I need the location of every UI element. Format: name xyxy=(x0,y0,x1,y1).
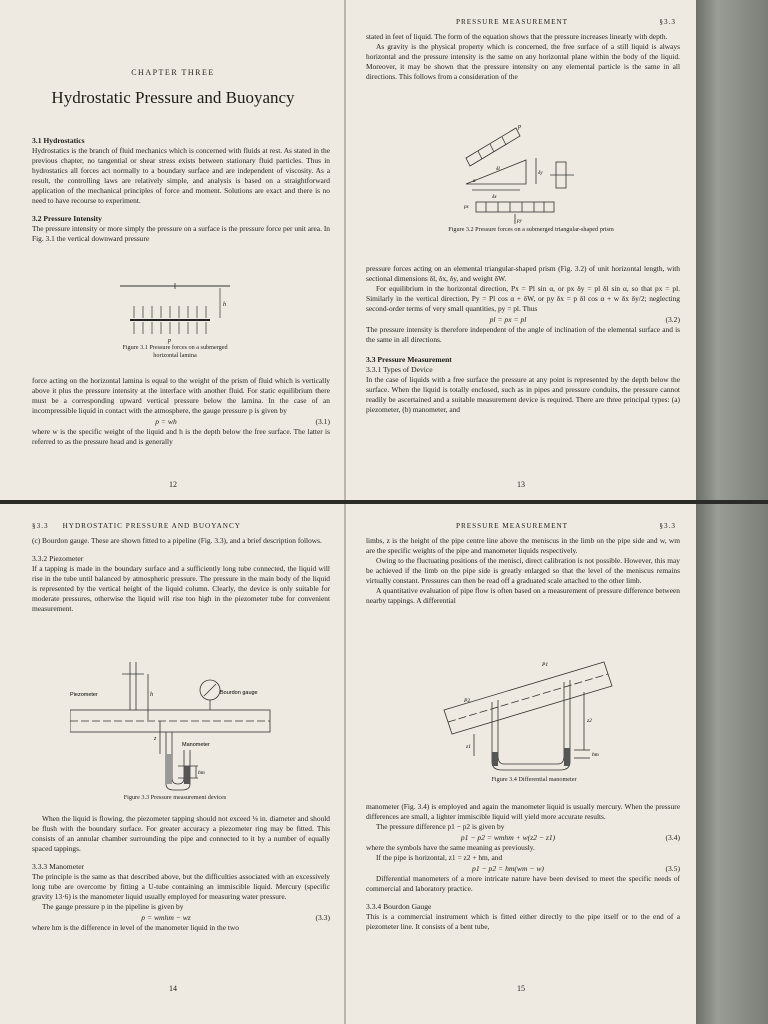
paragraph: where hm is the difference in level of the manometer liquid in the two xyxy=(32,923,239,932)
svg-text:δx: δx xyxy=(492,195,497,200)
svg-text:hm: hm xyxy=(592,752,599,758)
figure-3-2 xyxy=(446,118,616,234)
paragraph: Owing to the fluctuating positions of the menisci, direct calibration is not possible. However, this may be achieved if the limb on the pipe side is greatly enlarged so that the level of the meniscus remains virtually constant. Pressures can then be read off a graduated scale attached to the other limb. xyxy=(366,556,680,585)
figure-caption: Figure 3.1 Pressure forces on a submerged horizontal lamina xyxy=(122,344,228,359)
svg-text:δl: δl xyxy=(496,167,500,172)
pressure-devices-diagram xyxy=(70,654,280,794)
svg-text:δy: δy xyxy=(538,171,543,176)
book-edge xyxy=(696,0,768,500)
equation-3-4 xyxy=(366,832,680,843)
paragraph: The gauge pressure p in the pipeline is given by xyxy=(42,902,184,911)
svg-text:Manometer: Manometer xyxy=(182,742,210,748)
svg-text:P1: P1 xyxy=(542,662,549,668)
figure-3-1 xyxy=(110,282,260,360)
paragraph: manometer (Fig. 3.4) is employed and again the manometer liquid is usually mercury. When the pressure differences are small, a lighter immiscible liquid will yield more accurate results. xyxy=(366,802,680,821)
bottom-spread xyxy=(0,504,768,1024)
chapter-title: Hydrostatic Pressure and Buoyancy xyxy=(51,88,295,107)
equation-number: (3.3) xyxy=(315,913,330,922)
subsection-heading: 3.3.4 Bourdon Gauge xyxy=(366,902,432,911)
section-3-1 xyxy=(32,136,330,244)
running-head xyxy=(32,522,272,530)
svg-text:hm: hm xyxy=(198,770,205,776)
paragraph: When the liquid is flowing, the piezometer tapping should not exceed ⅛ in. diameter and should be flush with the boundary surface. For greater accuracy a piezometer ring may be fitted. This consists of an annular chamber surrounding the pipe and connected to it by a number of equally spaced tappings. xyxy=(32,814,330,853)
svg-text:z: z xyxy=(154,736,157,742)
figure-3-3 xyxy=(70,654,280,802)
figure-3-4 xyxy=(434,652,634,784)
paragraph: The pressure intensity is therefore independent of the angle of inclination of the elemental surface and is the same in all directions. xyxy=(366,325,680,344)
section-ref: §3.3 xyxy=(659,522,676,530)
subsection-heading: 3.3.1 Types of Device xyxy=(366,365,433,374)
paragraph: where the symbols have the same meaning as previously. xyxy=(366,843,535,852)
svg-text:z2: z2 xyxy=(587,718,592,724)
figure-caption: Figure 3.3 Pressure measurement devices xyxy=(123,794,227,801)
page-15 xyxy=(346,504,696,1024)
paragraph: As gravity is the physical property which is concerned, the free surface of a still liquid is always horizontal and the pressure intensity is the same on any horizontal plane within the body of the liquid. Moreover, it may be shown that the pressure intensity on any elemental particle is the same in all directions. This follows from a consideration of the xyxy=(366,42,680,81)
equation-3-5 xyxy=(366,863,680,874)
paragraph: limbs, z is the height of the pipe centre line above the meniscus in the limb on the pipe side and w, wm are the specific weights of the pipe and manometer liquids respectively. xyxy=(366,536,680,555)
running-head-title: HYDROSTATIC PRESSURE AND BUOYANCY xyxy=(62,522,241,530)
paragraph: If the pipe is horizontal, z1 = z2 + hm, and xyxy=(376,853,503,862)
figure-caption: Figure 3.2 Pressure forces on a submerged triangular-shaped prism xyxy=(448,226,614,233)
page-12 xyxy=(0,0,346,500)
paragraph: This is a commercial instrument which is fitted either directly to the pipe itself or to the end of a piezometer line. It consists of a bent tube, xyxy=(366,912,680,931)
equation: p1 − p2 = wmhm + w(z2 − z1) xyxy=(460,833,556,842)
svg-text:Bourdon gauge: Bourdon gauge xyxy=(220,690,258,696)
svg-text:px: px xyxy=(464,205,469,210)
page-number: 14 xyxy=(169,984,177,993)
svg-text:Piezometer: Piezometer xyxy=(70,692,98,698)
paragraph: The pressure intensity or more simply the pressure on a surface is the pressure force per unit area. In Fig. 3.1 the vertical downward pressure xyxy=(32,224,330,243)
svg-text:h: h xyxy=(150,692,153,698)
equation-number: (3.1) xyxy=(315,417,330,426)
body-top xyxy=(366,32,680,82)
body-continued xyxy=(32,376,330,447)
equation-3-3 xyxy=(32,912,330,923)
running-head xyxy=(456,18,676,26)
top-spread xyxy=(0,0,768,500)
body-bottom xyxy=(366,802,680,932)
body-top xyxy=(366,536,680,606)
svg-text:py: py xyxy=(517,219,522,224)
svg-text:p: p xyxy=(168,338,171,344)
equation-number: (3.2) xyxy=(665,315,680,324)
equation: p1 − p2 = hm(wm − w) xyxy=(472,864,544,873)
paragraph: (c) Bourdon gauge. These are shown fitted to a pipeline (Fig. 3.3), and a brief description follows. xyxy=(32,536,322,545)
paragraph: Hydrostatics is the branch of fluid mechanics which is concerned with fluids at rest. As stated in the previous chapter, no tangential or shear stress exists between stationary fluid particles. Thus in hydrostatics all forces act normally to a boundary surface and are independent of viscosity. As a result, the controlling laws are relatively simple, and analysis is based on a straightforward application of the mechanical principles of force and moment. Solutions are exact and there is no need to have recourse to experiment. xyxy=(32,146,330,205)
body-bottom xyxy=(32,814,330,933)
paragraph: The pressure difference p1 − p2 is given by xyxy=(376,822,505,831)
equation: p = wmhm − wz xyxy=(141,913,191,922)
paragraph: If a tapping is made in the boundary surface and a sufficiently long tube connected, the liquid will rise in the tube until balanced by atmospheric pressure. The pressure in the main body of the liquid is represented by the vertical height of the liquid column. Clearly, the device is only suitable for moderate pressures, otherwise the liquid will rise too high in the piezometer tube for convenient measurement. xyxy=(32,564,330,613)
svg-text:P2: P2 xyxy=(464,698,471,704)
paragraph: A quantitative evaluation of pipe flow is often based on a measurement of pressure difference between nearby tappings. A differential xyxy=(366,586,680,605)
paragraph: where w is the specific weight of the liquid and h is the depth below the free surface. The latter is referred to as the pressure head and is generally xyxy=(32,427,330,446)
book-edge xyxy=(696,504,768,1024)
subsection-heading: 3.3.2 Piezometer xyxy=(32,554,84,563)
paragraph: Differential manometers of a more intricate nature have been devised to meet the specific needs of commercial and laboratory practice. xyxy=(366,874,680,893)
page-number: 12 xyxy=(169,480,177,489)
section-heading: 3.3 Pressure Measurement xyxy=(366,355,452,364)
paragraph: stated in feet of liquid. The form of the equation shows that the pressure increases linearly with depth. xyxy=(366,32,668,41)
svg-text:h: h xyxy=(223,302,226,308)
lamina-diagram xyxy=(110,282,240,344)
section-ref: §3.3 xyxy=(659,18,676,26)
equation-3-1 xyxy=(32,416,330,427)
prism-diagram xyxy=(446,118,616,226)
page-number: 13 xyxy=(517,480,525,489)
equation: pl = px = pl xyxy=(489,315,527,324)
section-ref: §3.3 xyxy=(32,522,49,530)
paragraph: In the case of liquids with a free surface the pressure at any point is represented by the depth below the surface. When the liquid is totally enclosed, such as in pipes and pressure conduits, the pressure cannot readily be ascertained and a suitable measurement device is required. There are three principal types: (a) piezometer, (b) manometer, and xyxy=(366,375,680,414)
subsection-heading: 3.3.3 Manometer xyxy=(32,862,85,871)
page-13 xyxy=(346,0,696,500)
section-heading: 3.2 Pressure Intensity xyxy=(32,214,102,223)
body-top xyxy=(32,536,330,614)
paragraph: For equilibrium in the horizontal direction, Px = Pl sin α, or px δy = pl δl sin α, so that px = pl. Similarly in the vertical direction, Py = Pl cos α + δW, or py δx = p δl cos α + w δx δy/2; neglecting second-order terms of very small quantities, py = pl. Thus xyxy=(366,284,680,313)
equation-3-2 xyxy=(366,314,680,325)
differential-manometer-diagram xyxy=(434,652,634,776)
running-head-title: PRESSURE MEASUREMENT xyxy=(456,522,569,530)
figure-caption: Figure 3.4 Differential manometer xyxy=(491,776,577,783)
equation: p = wh xyxy=(155,417,177,426)
paragraph: force acting on the horizontal lamina is equal to the weight of the prism of fluid which is vertically above it plus the pressure intensity at the interface with another fluid. For static equilibrium there must be a corresponding upward vertical pressure below the lamina. In the case of an incompressible liquid in contact with the atmosphere, the gauge pressure p is given by xyxy=(32,376,330,415)
svg-text:p: p xyxy=(518,124,521,130)
equation-number: (3.4) xyxy=(665,833,680,842)
paragraph: The principle is the same as that described above, but the difficulties associated with an excessively long tube are overcome by fitting a U-tube containing an immiscible liquid. Mercury (specific gravity 13·6) is the manometer liquid usually employed for measuring water pressure. xyxy=(32,872,330,901)
page-number: 15 xyxy=(517,984,525,993)
running-head-title: PRESSURE MEASUREMENT xyxy=(456,18,569,26)
chapter-label: CHAPTER THREE xyxy=(131,68,215,77)
svg-text:z1: z1 xyxy=(466,744,471,750)
body-bottom xyxy=(366,264,680,415)
section-heading: 3.1 Hydrostatics xyxy=(32,136,85,145)
page-14 xyxy=(0,504,346,1024)
paragraph: pressure forces acting on an elemental triangular-shaped prism (Fig. 3.2) of unit horizontal length, with sectional dimensions δl, δx, δy, and weight δW. xyxy=(366,264,680,283)
equation-number: (3.5) xyxy=(665,864,680,873)
running-head xyxy=(456,522,676,530)
svg-text:α: α xyxy=(473,179,476,184)
